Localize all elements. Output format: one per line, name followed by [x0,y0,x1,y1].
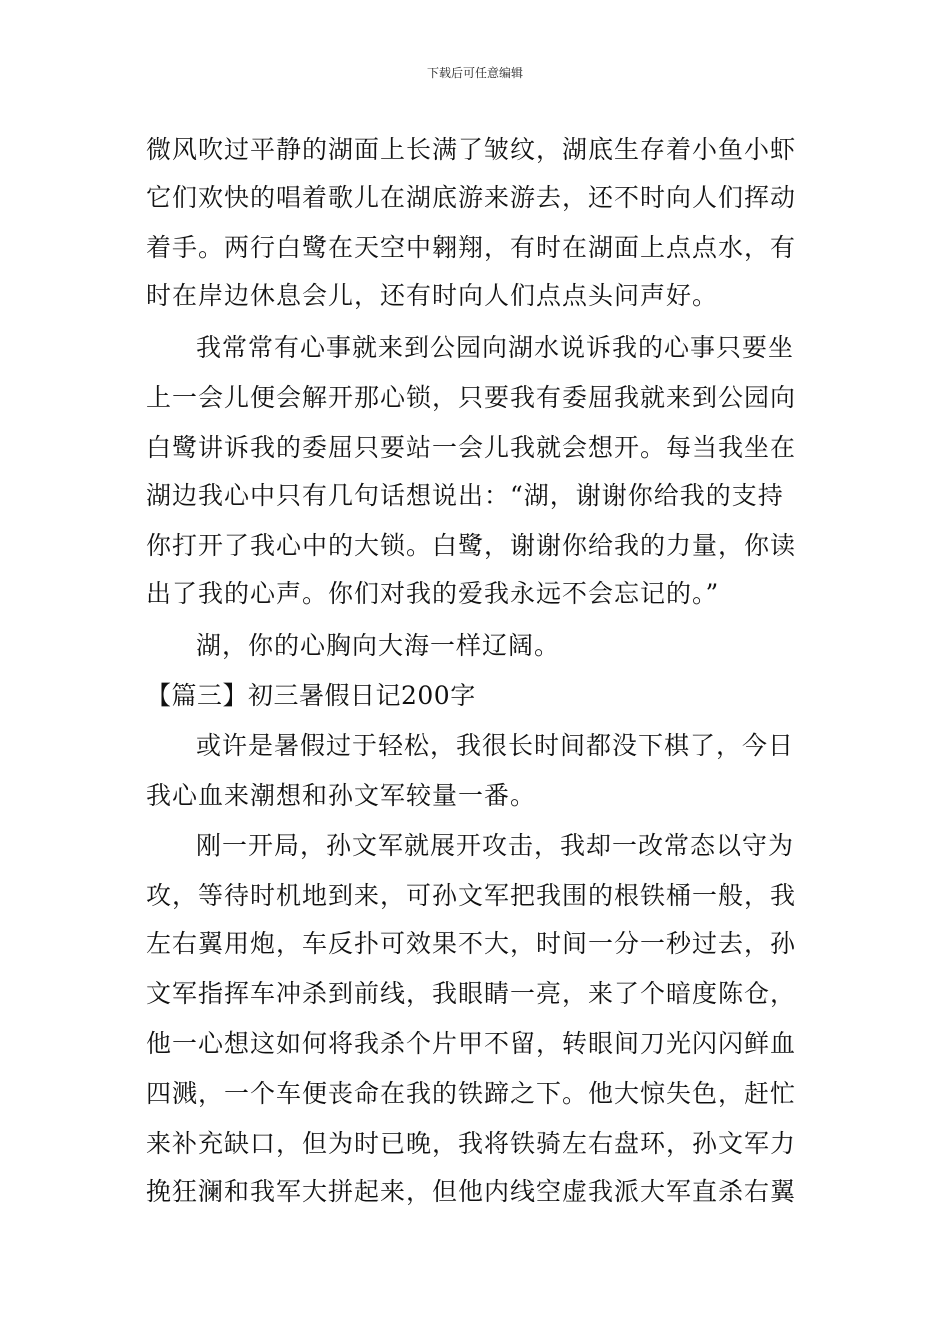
text-line: 出了我的心声。你们对我的爱我永远不会忘记的。” [146,579,720,608]
text-line: 我常常有心事就来到公园向湖水说诉我的心事只要坐 [196,333,795,362]
text-line: 或许是暑假过于轻松，我很长时间都没下棋了，今日 [196,731,795,760]
text-line: 我心血来潮想和孙文军较量一番。 [146,781,537,810]
text-line: 你打开了我心中的大锁。白鹭，谢谢你给我的力量，你读 [146,531,797,560]
text-line: 四溅，一个车便丧命在我的铁蹄之下。他大惊失色，赶忙 [146,1079,797,1108]
text-line: 着手。两行白鹭在天空中翱翔，有时在湖面上点点水，有 [146,233,797,262]
text-line: 白鹭讲诉我的委屈只要站一会儿我就会想开。每当我坐在 [146,433,797,462]
text-line: 微风吹过平静的湖面上长满了皱纹，湖底生存着小鱼小虾 [146,135,797,164]
text-line: 左右翼用炮，车反扑可效果不大，时间一分一秒过去，孙 [146,929,797,958]
text-line: 挽狂澜和我军大拼起来，但他内线空虚我派大军直杀右翼 [146,1177,797,1206]
text-line: 攻，等待时机地到来，可孙文军把我围的根铁桶一般，我 [146,881,797,910]
text-line: 湖边我心中只有几句话想说出：“湖，谢谢你给我的支持 [146,481,784,510]
page-header: 下载后可任意编辑 [426,66,523,80]
text-line: 上一会儿便会解开那心锁，只要我有委屈我就来到公园向 [146,383,797,412]
text-line: 时在岸边休息会儿，还有时向人们点点头问声好。 [146,281,719,310]
section-heading: 【篇三】初三暑假日记200字 [146,681,476,710]
text-line: 来补充缺口，但为时已晚，我将铁骑左右盘环，孙文军力 [146,1129,797,1158]
text-line: 他一心想这如何将我杀个片甲不留，转眼间刀光闪闪鲜血 [146,1029,797,1058]
text-line: 湖，你的心胸向大海一样辽阔。 [196,631,561,660]
text-line: 刚一开局，孙文军就展开攻击，我却一改常态以守为 [196,831,795,860]
text-line: 文军指挥车冲杀到前线，我眼睛一亮，来了个暗度陈仓， [146,979,797,1008]
text-line: 它们欢快的唱着歌儿在湖底游来游去，还不时向人们挥动 [146,183,797,212]
